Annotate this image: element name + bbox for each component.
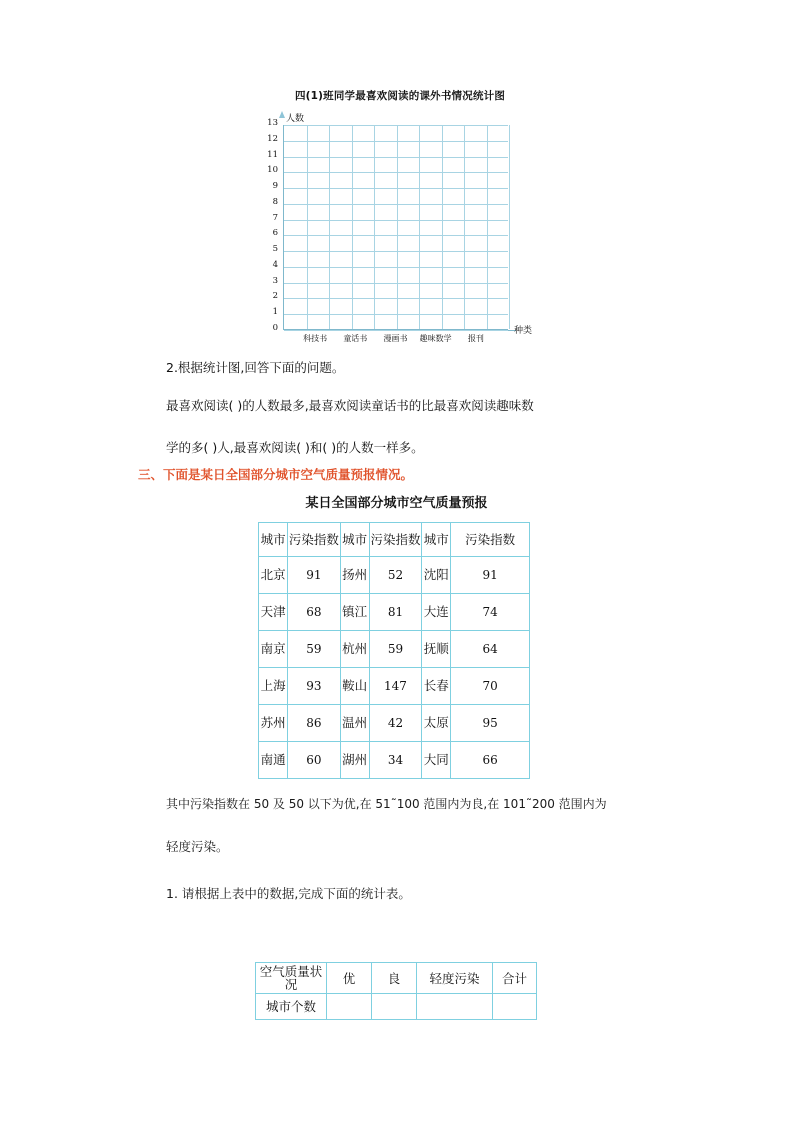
city-name-cell: 长春 xyxy=(422,668,451,705)
city-table-title: 某日全国部分城市空气质量预报 xyxy=(305,496,488,511)
city-table-body xyxy=(259,523,530,779)
pollution-index-cell: 59 xyxy=(288,631,340,668)
chart-gridline-vertical xyxy=(329,125,330,329)
y-axis-tick: 3 xyxy=(272,275,278,286)
y-axis-tick: 5 xyxy=(272,244,278,255)
table-header-cell: 污染指数 xyxy=(369,523,421,557)
city-name-cell: 扬州 xyxy=(340,557,369,594)
pollution-index-cell: 91 xyxy=(288,557,340,594)
x-axis-label: 种类 xyxy=(514,326,533,336)
y-axis-tick: 13 xyxy=(267,118,278,128)
table-header-cell: 城市 xyxy=(422,523,451,557)
y-axis-tick: 0 xyxy=(272,323,278,333)
question-2-heading: 2.根据统计图,回答下面的问题。 xyxy=(166,360,345,375)
y-axis-tick: 7 xyxy=(272,212,278,223)
city-name-cell: 上海 xyxy=(259,668,288,705)
table-row xyxy=(259,631,530,668)
chart-gridline-vertical xyxy=(487,125,488,329)
pollution-index-cell: 66 xyxy=(451,742,530,779)
chart-gridline-vertical xyxy=(352,125,353,329)
y-axis-tick: 9 xyxy=(272,181,278,192)
city-name-cell: 温州 xyxy=(340,705,369,742)
air-quality-summary-table xyxy=(255,962,537,1020)
question-1-instruction: 1. 请根据上表中的数据,完成下面的统计表。 xyxy=(166,886,411,901)
pollution-index-cell: 81 xyxy=(369,594,421,631)
pollution-index-note-line-1: 其中污染指数在 50 及 50 以下为优,在 51˜100 范围内为良,在 101˜200 范围内为 xyxy=(166,797,607,811)
summary-table-body xyxy=(256,963,537,1020)
table-header-cell: 污染指数 xyxy=(451,523,530,557)
pollution-index-cell: 34 xyxy=(369,742,421,779)
chart-gridline-vertical xyxy=(442,125,443,329)
chart-gridline-vertical xyxy=(397,125,398,329)
table-row xyxy=(259,557,530,594)
x-axis-tick: 趣味数学 xyxy=(419,334,452,343)
table-row xyxy=(259,668,530,705)
city-name-cell: 北京 xyxy=(259,557,288,594)
x-axis-tick-labels xyxy=(283,333,508,347)
x-axis-tick: 童话书 xyxy=(343,334,368,343)
pollution-index-note-line-2: 轻度污染。 xyxy=(166,839,229,854)
chart-gridlines xyxy=(284,125,508,329)
x-axis-tick: 报刊 xyxy=(467,334,484,343)
table-row xyxy=(259,594,530,631)
city-name-cell: 天津 xyxy=(259,594,288,631)
summary-table-row xyxy=(256,963,537,994)
chart-title: 四(1)班同学最喜欢阅读的课外书情况统计图 xyxy=(294,90,506,102)
table-row xyxy=(259,742,530,779)
question-2-line-2: 学的多( )人,最喜欢阅读( )和( )的人数一样多。 xyxy=(166,440,424,455)
y-axis-tick: 4 xyxy=(272,259,278,270)
chart-gridline-horizontal xyxy=(284,330,508,331)
answer-blank-cell[interactable] xyxy=(417,994,493,1020)
pollution-index-cell: 86 xyxy=(288,705,340,742)
city-name-cell: 沈阳 xyxy=(422,557,451,594)
pollution-index-cell: 95 xyxy=(451,705,530,742)
city-name-cell: 湖州 xyxy=(340,742,369,779)
pollution-index-cell: 93 xyxy=(288,668,340,705)
y-axis-tick: 8 xyxy=(272,196,278,207)
y-axis-tick: 1 xyxy=(272,307,278,318)
pollution-index-cell: 74 xyxy=(451,594,530,631)
x-axis-tick: 科技书 xyxy=(303,334,328,343)
table-header-row xyxy=(259,523,530,557)
pollution-index-cell: 70 xyxy=(451,668,530,705)
y-axis-tick: 6 xyxy=(272,228,278,239)
pollution-index-cell: 52 xyxy=(369,557,421,594)
city-name-cell: 镇江 xyxy=(340,594,369,631)
y-axis-tick: 10 xyxy=(267,165,278,176)
chart-gridline-vertical xyxy=(509,125,510,329)
answer-blank-cell[interactable] xyxy=(493,994,537,1020)
y-axis-tick: 11 xyxy=(267,149,278,160)
table-header-cell: 城市 xyxy=(340,523,369,557)
air-quality-city-table xyxy=(258,522,530,779)
chart-gridline-vertical xyxy=(419,125,420,329)
section-3-heading: 三、下面是某日全国部分城市空气质量预报情况。 xyxy=(138,467,414,482)
summary-table-cell: 空气质量状况 xyxy=(256,963,327,994)
city-name-cell: 大连 xyxy=(422,594,451,631)
y-axis-tick: 12 xyxy=(267,133,278,144)
pollution-index-cell: 91 xyxy=(451,557,530,594)
chart-gridline-vertical xyxy=(464,125,465,329)
y-axis-tick: 2 xyxy=(272,291,278,302)
question-2-line-1: 最喜欢阅读( )的人数最多,最喜欢阅读童话书的比最喜欢阅读趣味数 xyxy=(166,398,534,413)
summary-table-row xyxy=(256,994,537,1020)
chart-body xyxy=(252,109,548,345)
y-axis-arrow-icon xyxy=(279,111,285,118)
pollution-index-cell: 60 xyxy=(288,742,340,779)
pollution-index-cell: 59 xyxy=(369,631,421,668)
table-header-cell: 污染指数 xyxy=(288,523,340,557)
city-name-cell: 南通 xyxy=(259,742,288,779)
y-axis-label: 人数 xyxy=(286,114,305,124)
chart-gridline-vertical xyxy=(374,125,375,329)
chart-plot-area xyxy=(283,125,508,330)
city-name-cell: 苏州 xyxy=(259,705,288,742)
pollution-index-cell: 42 xyxy=(369,705,421,742)
city-name-cell: 抚顺 xyxy=(422,631,451,668)
pollution-index-cell: 64 xyxy=(451,631,530,668)
chart-gridline-vertical xyxy=(307,125,308,329)
pollution-index-cell: 68 xyxy=(288,594,340,631)
answer-blank-cell[interactable] xyxy=(327,994,372,1020)
summary-table-cell: 良 xyxy=(372,963,417,994)
city-name-cell: 鞍山 xyxy=(340,668,369,705)
summary-table-cell: 轻度污染 xyxy=(417,963,493,994)
summary-table-cell: 优 xyxy=(327,963,372,994)
summary-table-cell: 合计 xyxy=(493,963,537,994)
table-header-cell: 城市 xyxy=(259,523,288,557)
answer-blank-cell[interactable] xyxy=(372,994,417,1020)
city-name-cell: 太原 xyxy=(422,705,451,742)
table-row xyxy=(259,705,530,742)
city-name-cell: 南京 xyxy=(259,631,288,668)
city-name-cell: 大同 xyxy=(422,742,451,779)
summary-table-cell: 城市个数 xyxy=(256,994,327,1020)
reading-statistics-chart xyxy=(252,88,548,350)
x-axis-tick: 漫画书 xyxy=(383,334,408,343)
y-axis-tick-labels xyxy=(252,118,280,333)
city-name-cell: 杭州 xyxy=(340,631,369,668)
pollution-index-cell: 147 xyxy=(369,668,421,705)
